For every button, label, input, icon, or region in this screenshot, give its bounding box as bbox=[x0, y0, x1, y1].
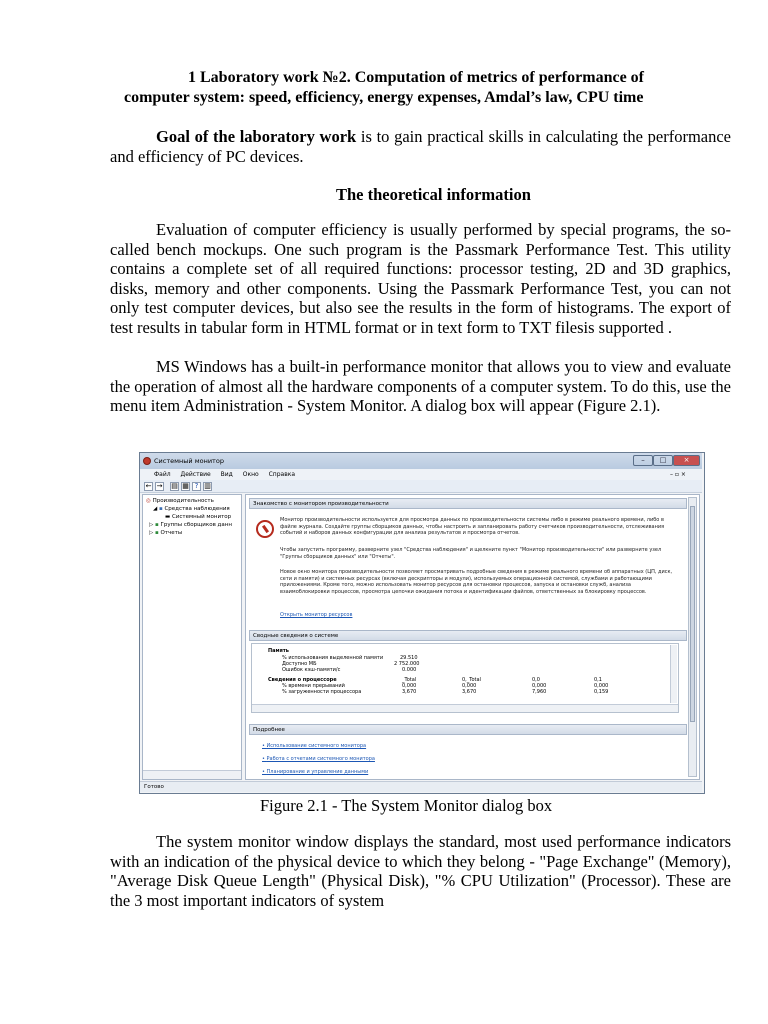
back-icon[interactable]: ← bbox=[145, 482, 152, 490]
menu-window[interactable]: Окно bbox=[242, 471, 259, 478]
details-link-0[interactable]: • Использование системного монитора bbox=[262, 743, 367, 749]
cpu-cell: 0,000 bbox=[402, 683, 417, 689]
memory-value-2: 0.000 bbox=[402, 667, 417, 673]
performance-icon: ◎ bbox=[146, 498, 151, 504]
tree-item-system-monitor[interactable] bbox=[165, 514, 231, 520]
collapse-arrow-icon: ▷ bbox=[149, 530, 154, 536]
lab-title-line1: 1 Laboratory work №2. Computation of metrics of performance of bbox=[188, 69, 644, 86]
menu-file[interactable]: Файл bbox=[154, 471, 171, 478]
console-tree-icon[interactable]: ▤ bbox=[171, 482, 178, 490]
goal-text: is to gain practical skills in calculating the performance and efficiency of PC devices. bbox=[110, 127, 731, 166]
tree-item-performance[interactable] bbox=[146, 498, 214, 504]
menu-view[interactable]: Вид bbox=[220, 471, 233, 478]
maximize-icon[interactable]: □ bbox=[653, 455, 673, 466]
overview-pane bbox=[245, 494, 700, 780]
tree-hscrollbar[interactable] bbox=[143, 770, 241, 779]
tree-item-reports[interactable] bbox=[149, 530, 182, 536]
figure-caption: Figure 2.1 - The System Monitor dialog box bbox=[260, 796, 553, 815]
cpu-column-2: 0,0 bbox=[532, 677, 540, 683]
cpu-column-0: _Total bbox=[402, 677, 417, 683]
open-resource-monitor-link[interactable]: Открыть монитор ресурсов bbox=[280, 612, 353, 618]
toolbar bbox=[140, 480, 702, 493]
cpu-row-label-1: % загруженности процессора bbox=[282, 689, 362, 695]
section-title: The theoretical information bbox=[336, 185, 531, 204]
summary-header: Сводные сведения о системе bbox=[249, 630, 687, 641]
cpu-cell: 0,159 bbox=[594, 689, 609, 695]
overview-text-2: Чтобы запустить программу, разверните узел "Средства наблюдения" и щелкните пункт "Монитор производительности" или разверните узел "Группы сборщиков данных" или "Отчеты". bbox=[280, 547, 662, 560]
status-bar: Готово bbox=[140, 781, 702, 792]
paragraph-passmark: Evaluation of computer efficiency is usually performed by special programs, the so-called bench mockups. One such program is the Passmark Performance Test. This utility contains a complete set of all required functions: processor testing, 2D and 3D graphics, disks, memory and other components. Using the Passmark Performance Test, you can not only test computer devices, but also see the results in the form of histograms. The export of test results in tabular form in HTML format or in text form to TXT filesis supported . bbox=[110, 220, 731, 337]
memory-label-2: Ошибок кэш-памяти/с bbox=[282, 667, 341, 673]
collapse-arrow-icon: ▷ bbox=[149, 522, 154, 528]
paragraph-ms-windows: MS Windows has a built-in performance monitor that allows you to view and evaluate the operation of almost all the hardware components of a computer system. To do this, use the menu item Administration - System Monitor. A dialog box will appear (Figure 2.1). bbox=[110, 357, 731, 415]
cpu-column-1: 0,_Total bbox=[462, 677, 481, 683]
tree-item-monitoring-label: Средства наблюдения bbox=[164, 506, 230, 512]
system-monitor-screenshot bbox=[139, 452, 705, 794]
details-link-1-label: Работа с отчетами системного монитора bbox=[266, 756, 375, 762]
cpu-row-label-0: % времени прерываний bbox=[282, 683, 345, 689]
menu-help[interactable]: Справка bbox=[268, 471, 296, 478]
reports-icon: ▪ bbox=[154, 530, 159, 536]
performance-app-icon bbox=[143, 457, 151, 465]
cpu-cell: 3,670 bbox=[402, 689, 417, 695]
memory-value-0: 29.510 bbox=[400, 655, 418, 661]
memory-label-0: % использования выделенной памяти bbox=[282, 655, 384, 661]
tree-item-performance-label: Производительность bbox=[152, 498, 214, 504]
cpu-cell: 0,000 bbox=[462, 683, 477, 689]
details-link-1[interactable]: • Работа с отчетами системного монитора bbox=[262, 756, 375, 762]
overview-text-3: Новое окно монитора производительности позволяет просматривать подробные сведения в режиме реального времени об аппаратных (ЦП, диск, сети и памяти) и системных ресурсах (включая дескрипторы и модули), используемых операционной системой, службами и работающими приложениями. Кроме того, можно использовать монитор ресурсов для остановки процессов, запуска и остановки служб, анализа взаимоблокировки процессов, просмотра цепочки ожидания потока и идентификации файлов, ответственных за блокировку процессов. bbox=[280, 569, 673, 595]
menu-bar bbox=[140, 469, 702, 480]
window-titlebar bbox=[140, 453, 702, 469]
details-link-0-label: Использование системного монитора bbox=[266, 743, 367, 749]
overview-header: Знакомство с монитором производительности bbox=[249, 498, 687, 509]
tree-item-monitoring[interactable] bbox=[153, 506, 230, 512]
details-link-2-label: Планирование и управление данными bbox=[266, 769, 369, 775]
goal-label: Goal of the laboratory work bbox=[156, 127, 357, 146]
forward-icon[interactable]: → bbox=[156, 482, 163, 490]
cpu-cell: 0,000 bbox=[532, 683, 547, 689]
cpu-cell: 3,670 bbox=[462, 689, 477, 695]
cpu-cell: 0,000 bbox=[594, 683, 609, 689]
memory-value-1: 2 752.000 bbox=[394, 661, 420, 667]
window-title: Системный монитор bbox=[154, 457, 224, 465]
menu-action[interactable]: Действие bbox=[180, 471, 211, 478]
tree-item-collector-groups[interactable] bbox=[149, 522, 232, 528]
show-pane-icon[interactable]: ▥ bbox=[204, 482, 211, 490]
inner-window-controls-icon[interactable]: – ▫ × bbox=[670, 471, 686, 478]
details-header: Подробнее bbox=[249, 724, 687, 735]
tree-item-collector-groups-label: Группы сборщиков данн bbox=[160, 522, 232, 528]
main-vscrollbar[interactable] bbox=[688, 497, 697, 777]
main-scroll-thumb[interactable] bbox=[690, 506, 695, 722]
folder-icon: ▪ bbox=[158, 506, 163, 512]
tree-item-system-monitor-label: Системный монитор bbox=[171, 514, 232, 520]
navigation-tree bbox=[142, 494, 242, 780]
summary-box bbox=[251, 643, 679, 713]
summary-vscrollbar[interactable] bbox=[670, 645, 677, 703]
performance-monitor-icon bbox=[256, 520, 274, 538]
help-icon[interactable]: ? bbox=[192, 482, 201, 491]
lab-title-line2: computer system: speed, efficiency, energy expenses, Amdal’s law, CPU time bbox=[124, 89, 644, 106]
close-icon[interactable]: × bbox=[673, 455, 700, 466]
collector-icon: ▪ bbox=[154, 522, 159, 528]
details-link-2[interactable]: • Планирование и управление данными bbox=[262, 769, 369, 775]
expand-arrow-icon: ◢ bbox=[153, 506, 158, 512]
paragraph-monitor-indicators: The system monitor window displays the standard, most used performance indicators with an indication of the physical device to which they belong - "Page Exchange" (Memory), "Average Disk Queue Length" (Physical Disk), "% CPU Utilization" (Processor). These are the 3 most important indicators of system bbox=[110, 832, 731, 910]
overview-text-1: Монитор производительности используется для просмотра данных по производительности системы либо в режиме реального времени, либо в файле журнала. Создайте группы сборщиков данных, чтобы настроить и запланировать работу счетчиков производительности, отслеживания событий и наборов данных конфигурации для анализа результатов и просмотра отчетов. bbox=[280, 517, 665, 537]
summary-hscrollbar[interactable] bbox=[252, 704, 678, 712]
goal-paragraph bbox=[110, 127, 731, 166]
properties-icon[interactable]: ▦ bbox=[182, 482, 189, 490]
minimize-icon[interactable]: – bbox=[633, 455, 653, 466]
chart-icon: ▬ bbox=[165, 514, 171, 520]
memory-label-1: Доступно МБ bbox=[282, 661, 317, 667]
cpu-title: Сведения о процессоре bbox=[268, 677, 337, 683]
tree-item-reports-label: Отчеты bbox=[160, 530, 183, 536]
memory-title: Память bbox=[268, 648, 289, 654]
cpu-column-3: 0,1 bbox=[594, 677, 602, 683]
cpu-cell: 7,960 bbox=[532, 689, 547, 695]
